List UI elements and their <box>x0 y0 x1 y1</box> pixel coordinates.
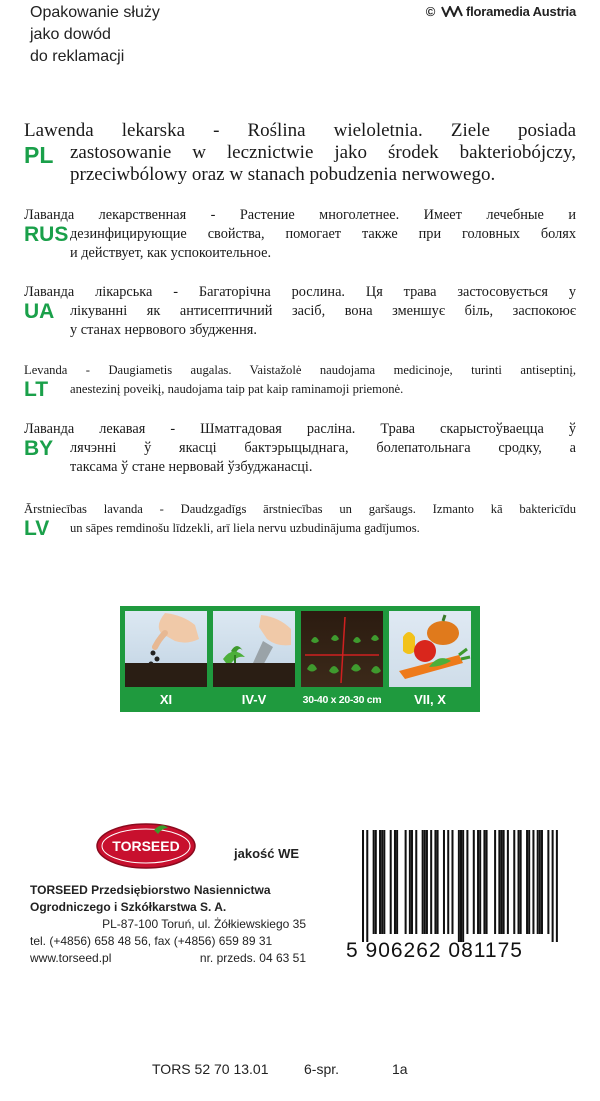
barcode-bar <box>396 830 398 934</box>
barcode-bar <box>526 830 528 934</box>
barcode-bar <box>422 830 424 934</box>
torseed-logo-text: TORSEED <box>112 838 180 854</box>
barcode-bar <box>366 830 368 942</box>
planting-trowel-icon <box>213 611 295 687</box>
barcode-bar <box>537 830 539 934</box>
language-code-lt: LT <box>24 378 49 401</box>
harvest-vegetables-icon <box>389 611 471 687</box>
description-rus <box>24 206 576 263</box>
barcode-bar <box>383 830 385 934</box>
language-code-rus: RUS <box>24 223 69 246</box>
barcode-bar <box>451 830 453 934</box>
barcode-bar <box>466 830 468 934</box>
desc-rus-line-3: и действует, как успокоительное. <box>70 245 272 261</box>
desc-ua-line-3: у станах нервового збудження. <box>70 322 257 338</box>
barcode-bar <box>411 830 413 934</box>
barcode-bar <box>426 830 428 934</box>
barcode-bar <box>556 830 558 942</box>
desc-pl-line-1: Lawenda lekarska - Roślina wieloletnia. Ziele posiada <box>24 120 576 141</box>
barcode-bar <box>518 830 520 934</box>
description-ua <box>24 283 576 340</box>
calendar-caption-spacing: 30-40 x 20-30 cm <box>302 694 382 706</box>
barcode-bar <box>500 830 502 934</box>
barcode-bar <box>498 830 500 934</box>
desc-lv-line-1: Ārstniecības lavanda - Daudzgadīgs ārstniecības un garšaugs. Izmanto kā baktericīdu <box>24 502 576 516</box>
barcode-number: 5 906262 081175 <box>346 939 523 962</box>
barcode-bar <box>552 830 554 942</box>
desc-rus-line-2: дезинфицирующие свойства, помогает также при головных болях <box>70 226 576 242</box>
barcode-bar <box>390 830 392 934</box>
barcode-bar <box>437 830 439 934</box>
barcode-bar <box>539 830 541 934</box>
barcode-bar <box>486 830 488 934</box>
notice-line-3: do reklamacji <box>30 48 125 65</box>
desc-pl-line-3: przeciwbólowy oraz w stanach pobudzenia nerwowego. <box>70 164 496 185</box>
calendar-caption-planting: IV-V <box>241 692 267 707</box>
desc-rus-line-1: Лаванда лекарственная - Растение многолетнее. Имеет лечебные и <box>24 207 576 223</box>
notice-line-1: Opakowanie służy <box>30 4 160 21</box>
desc-ua-line-2: лікуванні як антисептичний засіб, вона зменшує біль, заспокоює <box>70 303 576 319</box>
company-name-line-1: TORSEED Przedsiębiorstwo Nasiennictwa <box>30 883 271 897</box>
barcode-bar <box>415 830 417 934</box>
growing-calendar-strip <box>120 606 480 712</box>
packing-code: 6-spr. <box>304 1061 340 1077</box>
description-lt <box>24 361 576 399</box>
torseed-logo <box>96 822 196 870</box>
description-pl <box>24 120 576 186</box>
language-code-ua: UA <box>24 300 55 323</box>
barcode-bar <box>458 830 460 942</box>
calendar-caption-harvest: VII, X <box>414 692 446 707</box>
company-address: PL-87-100 Toruń, ul. Żółkiewskiego 35 <box>102 917 306 931</box>
barcode-bar <box>434 830 436 934</box>
ean-barcode <box>362 830 558 942</box>
desc-lt-line-1: Levanda - Daugiametis augalas. Vaistažolė naudojama medicinoje, turinti antiseptinį, <box>24 363 576 377</box>
description-lv <box>24 500 576 538</box>
barcode-bar <box>532 830 534 934</box>
desc-by-line-1: Лаванда лекавая - Шматгадовая расліна. Трава скарыстоўваецца ў <box>24 421 576 437</box>
desc-lt-line-2: anestezinį poveikį, naudojama taip pat kaip raminamoji priemonė. <box>70 382 404 396</box>
barcode-bar <box>381 830 383 934</box>
company-phone: tel. (+4856) 658 48 56, fax (+4856) 659 89 31 <box>30 934 273 948</box>
floramedia-logo-icon <box>441 6 463 17</box>
company-registry: nr. przeds. 04 63 51 <box>199 951 306 965</box>
description-by <box>24 420 576 477</box>
barcode-bar <box>375 830 377 934</box>
sowing-hand-icon <box>125 611 207 687</box>
desc-lv-line-2: un sāpes remdinošu līdzekli, arī liela nervu uzbudinājuma gadījumos. <box>70 521 420 535</box>
language-code-lv: LV <box>24 517 50 540</box>
barcode-bar <box>443 830 445 934</box>
barcode-bar <box>424 830 426 934</box>
barcode-bar <box>409 830 411 934</box>
variant-code: 1a <box>392 1061 408 1077</box>
barcode-bar <box>379 830 381 934</box>
desc-by-line-3: таксама ў стане нервовай ўзбуджанасці. <box>70 459 313 475</box>
company-name-line-2: Ogrodniczego i Szkółkarstwa S. A. <box>30 900 227 914</box>
product-code: TORS 52 70 13.01 <box>152 1061 269 1077</box>
barcode-bar <box>507 830 509 934</box>
barcode-bar <box>405 830 407 934</box>
barcode-bar <box>483 830 485 934</box>
barcode-bar <box>520 830 522 934</box>
complaint-notice <box>30 2 160 68</box>
rows-spacing-icon <box>301 611 383 687</box>
desc-by-line-2: лячэнні ў якасці бактэрыцыднага, болепатольнага сродку, а <box>70 440 576 456</box>
barcode-bar <box>477 830 479 934</box>
barcode-bar <box>541 830 543 934</box>
notice-line-2: jako dowód <box>30 26 111 43</box>
desc-pl-line-2: zastosowanie w lecznictwie jako środek bakteriobójczy, <box>70 142 576 163</box>
barcode-bar <box>362 830 364 942</box>
barcode-bar <box>528 830 530 934</box>
floramedia-brand <box>426 4 576 19</box>
barcode-bar <box>513 830 515 934</box>
barcode-bar <box>479 830 481 934</box>
barcode-bar <box>547 830 549 934</box>
quality-label: jakość WE <box>234 846 300 861</box>
barcode-bar <box>394 830 396 934</box>
barcode-bar <box>460 830 462 942</box>
barcode-bar <box>447 830 449 934</box>
barcode-bar <box>494 830 496 934</box>
brand-text: floramedia Austria <box>465 4 576 19</box>
calendar-caption-sowing: XI <box>159 692 173 707</box>
desc-ua-line-1: Лаванда лікарська - Багаторічна рослина. Ця трава застосовується у <box>24 284 576 300</box>
language-code-by: BY <box>24 437 54 460</box>
barcode-bar <box>373 830 375 934</box>
barcode-bar <box>462 830 464 942</box>
barcode-bar <box>430 830 432 934</box>
copyright-symbol: © <box>425 4 436 19</box>
barcode-bar <box>503 830 505 934</box>
barcode-bar <box>473 830 475 934</box>
company-info <box>30 882 306 967</box>
language-code-pl: PL <box>24 142 54 168</box>
company-website: www.torseed.pl <box>30 951 112 965</box>
